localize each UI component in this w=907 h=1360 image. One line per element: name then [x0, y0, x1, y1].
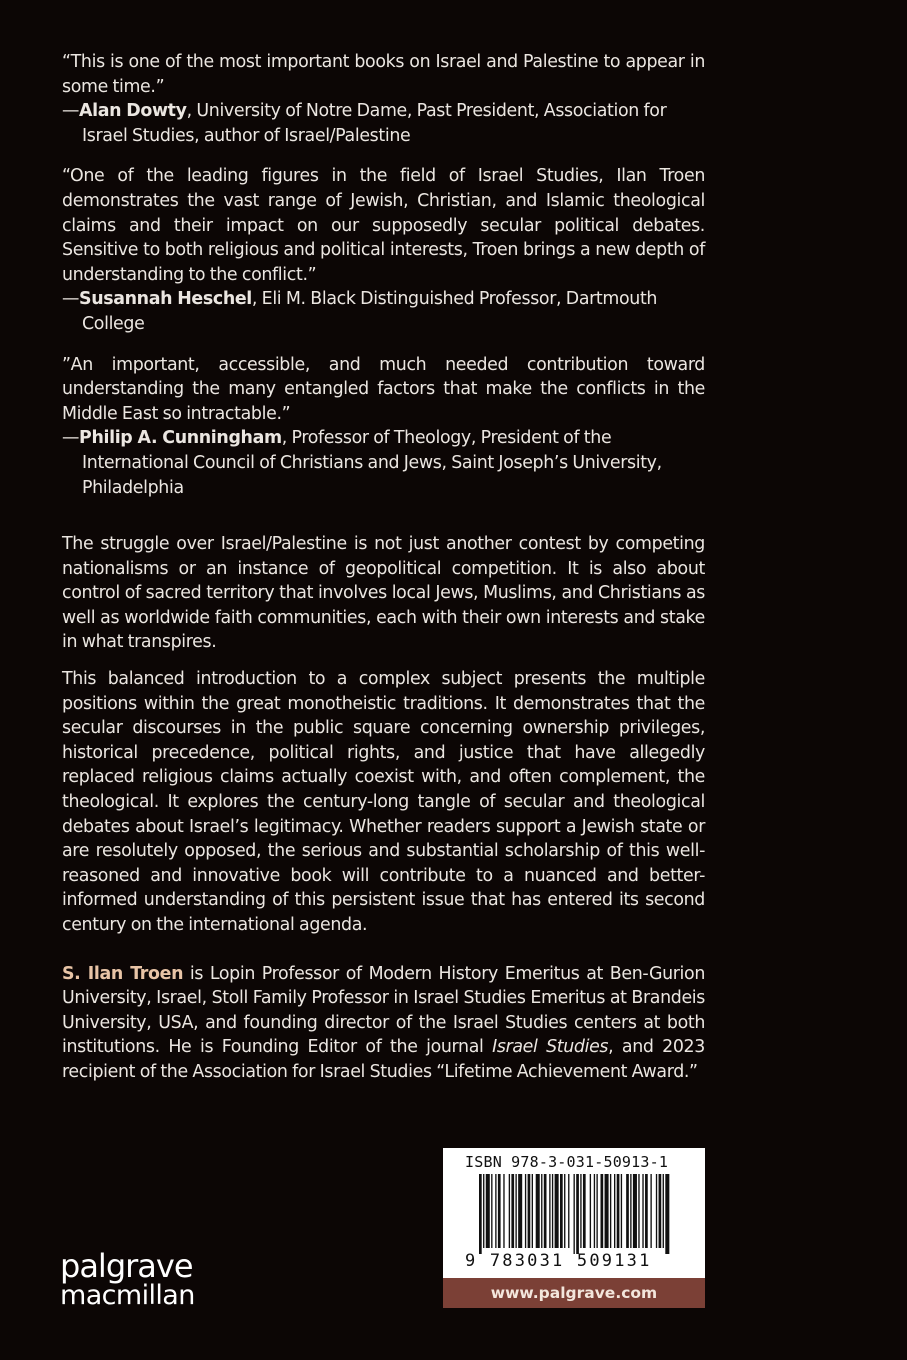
barcode-bar: [483, 1174, 484, 1248]
isbn-label: ISBN 978-3-031-50913-1: [465, 1153, 669, 1171]
barcode-bar: [518, 1174, 522, 1248]
barcode-bar: [564, 1174, 565, 1248]
reviewer-name: Alan Dowty: [79, 101, 187, 122]
barcode-bar: [555, 1174, 559, 1248]
barcode-bar: [580, 1174, 581, 1248]
author-bio: [62, 962, 705, 1085]
blurb-paragraph-2: This balanced introduction to a complex subject presents the multiple positions within the great monotheistic traditions. It demonstrates that the secular discourses in the public square concerning ownership privileges, historical precedence, political rights, and justice that have allegedly replaced religious claims actually coexist with, and often complement, the theological. It explores the century-long tangle of secular and theological debates about Israel’s legitimacy. Whether readers support a Jewish state or are resolutely opposed, the serious and substantial scholarship of this well-reasoned and innovative book will contribute to a nuanced and better-informed understanding of this persistent issue that has entered its second century on the international agenda.: [62, 669, 705, 935]
reviewer-affiliation: , Eli M. Black Distinguished Professor, Dartmouth College: [82, 289, 658, 334]
publisher-logo: [60, 1247, 195, 1311]
review-attribution: [62, 426, 705, 500]
barcode-bar: [509, 1174, 510, 1248]
barcode-bar: [605, 1174, 609, 1248]
blurb-paragraph-1: The struggle over Israel/Palestine is not just another contest by competing nationalisms or an instance of geopolitical competition. It is also about control of sacred territory that involves local Jews, Muslims, and Christians as well as worldwide faith communities, each with their own interests and stake in what transpires.: [62, 534, 705, 653]
reviewer-name: Susannah Heschel: [79, 289, 252, 310]
barcode-bar: [630, 1174, 631, 1248]
barcode-bar: [515, 1174, 516, 1248]
barcode-bar: [642, 1174, 643, 1248]
review-quote-text: “One of the leading figures in the field of Israel Studies, Ilan Troen demonstrates the vast range of Jewish, Christian, and Islamic theological claims and their impact on our supposedly secular political debates. Sensitive to both religious and political interests, Troen brings a new depth of understanding to the conflict.”: [62, 166, 705, 285]
reviewer-name: Philip A. Cunningham: [79, 428, 282, 449]
barcode-bar: [576, 1174, 579, 1254]
review-quote-text: “This is one of the most important books on Israel and Palestine to appear in some time.”: [62, 52, 705, 97]
barcode-bar: [525, 1174, 526, 1248]
barcode-bar: [626, 1174, 629, 1248]
barcode-bar: [614, 1174, 615, 1248]
em-dash: —: [62, 289, 80, 310]
barcode-bar: [638, 1174, 639, 1248]
barcode-bar: [479, 1174, 482, 1254]
barcode-bar: [486, 1174, 490, 1248]
barcode-bar: [594, 1174, 595, 1248]
barcode-bar: [536, 1174, 540, 1248]
barcode-bar: [532, 1174, 533, 1248]
barcode-bar: [583, 1174, 586, 1248]
barcode-bar: [568, 1174, 569, 1248]
barcode-bar: [663, 1174, 664, 1248]
barcode-bar: [503, 1174, 504, 1248]
barcode-bar: [541, 1174, 542, 1248]
barcode-bar: [498, 1174, 501, 1248]
review-quote-1: [62, 50, 705, 148]
barcode-bar: [633, 1174, 637, 1248]
publisher-logo-line2: macmillan: [60, 1280, 195, 1311]
barcode-bar: [601, 1174, 604, 1248]
barcode-bar: [617, 1174, 620, 1248]
isbn-barcode: [443, 1148, 705, 1278]
barcode-bar: [656, 1174, 657, 1248]
bio-text: is Lopin Professor of Modern History Emeritus at Ben-Gurion University, Israel, Stoll Family Professor in Israel Studies Emeritus at Brandeis University, USA, and founding director of the Israel Studies centers at both institutions. He is Founding Editor of the journal: [62, 963, 705, 1058]
barcode-bar: [511, 1174, 514, 1248]
barcode-bar: [621, 1174, 622, 1248]
barcode-bar: [552, 1174, 553, 1248]
publisher-logo-line1: palgrave: [60, 1247, 193, 1285]
review-quote-3: [62, 353, 705, 501]
reviewer-affiliation: , University of Notre Dame, Past President, Association for Israel Studies, author of Israel/Palestine: [82, 101, 667, 146]
bio-text-end: , and 2023 recipient of the Association for Israel Studies “Lifetime Achievement Award.”: [62, 1037, 705, 1082]
review-quote-2: [62, 164, 705, 336]
barcode-bar: [650, 1174, 651, 1248]
review-attribution: [62, 287, 705, 336]
review-attribution: [62, 99, 705, 148]
em-dash: —: [62, 428, 80, 449]
barcode-bar: [549, 1174, 550, 1248]
barcode-bar: [665, 1174, 669, 1254]
back-cover-text: [62, 50, 705, 1097]
barcode-bar: [659, 1174, 662, 1248]
barcode-bar: [491, 1174, 492, 1248]
publisher-website[interactable]: www.palgrave.com: [443, 1278, 705, 1308]
barcode-digits: 9 783031 509131: [465, 1251, 652, 1271]
em-dash: —: [62, 101, 80, 122]
barcode-bar: [610, 1174, 611, 1248]
barcode-bar: [574, 1174, 575, 1254]
barcode-bar: [560, 1174, 563, 1248]
barcode-bar: [590, 1174, 591, 1248]
barcode-bar: [544, 1174, 547, 1248]
review-quote-text: ”An important, accessible, and much needed contribution toward understanding the many entangled factors that make the conflicts in the Middle East so intractable.”: [62, 354, 705, 424]
journal-title: Israel Studies: [492, 1037, 609, 1058]
barcode-bar: [495, 1174, 496, 1248]
reviewer-affiliation: , Professor of Theology, President of the International Council of Christians and Jews, Saint Joseph’s University, Philadelphia: [82, 428, 662, 498]
author-name: S. Ilan Troen: [62, 963, 184, 984]
barcode-bar: [528, 1174, 531, 1248]
barcode-bar: [596, 1174, 597, 1248]
barcode-bar: [645, 1174, 648, 1248]
